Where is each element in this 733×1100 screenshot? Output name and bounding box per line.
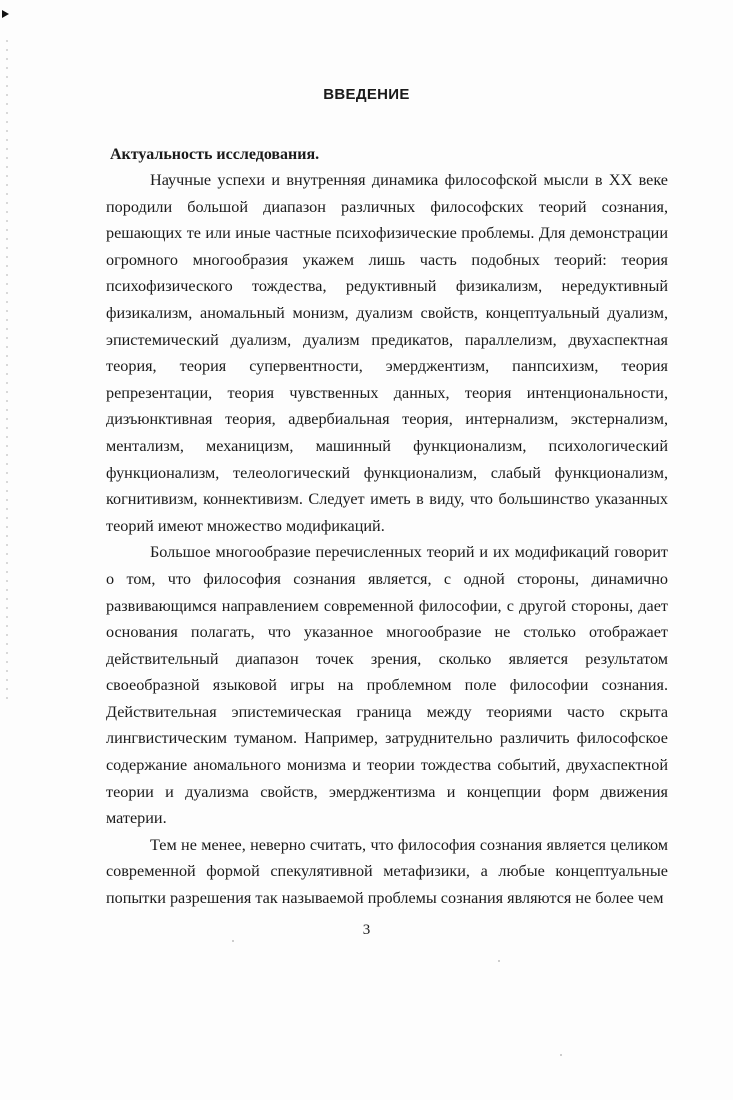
paragraph-1: Научные успехи и внутренняя динамика философской мысли в XX веке породили большой диапазон различных философских теорий сознания, решающих те или иные частные психофизические проблемы. Для демонстрации огромного многообразия укажем лишь часть подобных теорий: теория психофизического тождества, редуктивный физикализм, нередуктивный физикализм, аномальный монизм, дуализм свойств, концептуальный дуализм, эпистемический дуализм, дуализм предикатов, параллелизм, двухаспектная теория, теория супервентности, эмерджентизм, панпсихизм, теория репрезентации, теория чувственных данных, теория интенциональности, дизъюнктивная теория, адвербиальная теория, интернализм, экстернализм, ментализм, механицизм, машинный функционализм, психологический функционализм, телеологический функционализм, слабый функционализм, когнитивизм, коннективизм. Следует иметь в виду, что большинство указанных теорий имеют множество модификаций. — [106, 171, 668, 535]
scan-corner-mark — [2, 10, 9, 18]
page-number: 3 — [362, 922, 371, 938]
scan-edge-noise — [6, 40, 8, 700]
scan-speck — [498, 960, 500, 962]
scan-speck — [232, 940, 234, 942]
scan-speck — [560, 1054, 562, 1056]
paragraph-2: Большое многообразие перечисленных теорий и их модификаций говорит о том, что философия сознания является, с одной стороны, динамично развивающимся направлением современной философии, с другой стороны, дает основания полагать, что указанное многообразие не столько отображает действительный диапазон точек зрения, сколько является результатом своеобразной языковой игры на проблемном поле философии сознания. Действительная эпистемическая граница между теориями часто скрыта лингвистическим туманом. Например, затруднительно различить философское содержание аномального монизма и теории тождества событий, двухаспектной теории и дуализма свойств, эмерджентизма и концепции форм движения материи. — [106, 543, 668, 828]
section-title: Актуальность исследования. — [110, 146, 320, 163]
paragraph-3: Тем не менее, неверно считать, что философия сознания является целиком современной формой спекулятивной метафизики, а любые концептуальные попытки разрешения так называемой проблемы сознания являются не более чем — [106, 835, 668, 908]
body-text — [106, 167, 668, 912]
page-heading: ВВЕДЕНИЕ — [323, 86, 410, 103]
